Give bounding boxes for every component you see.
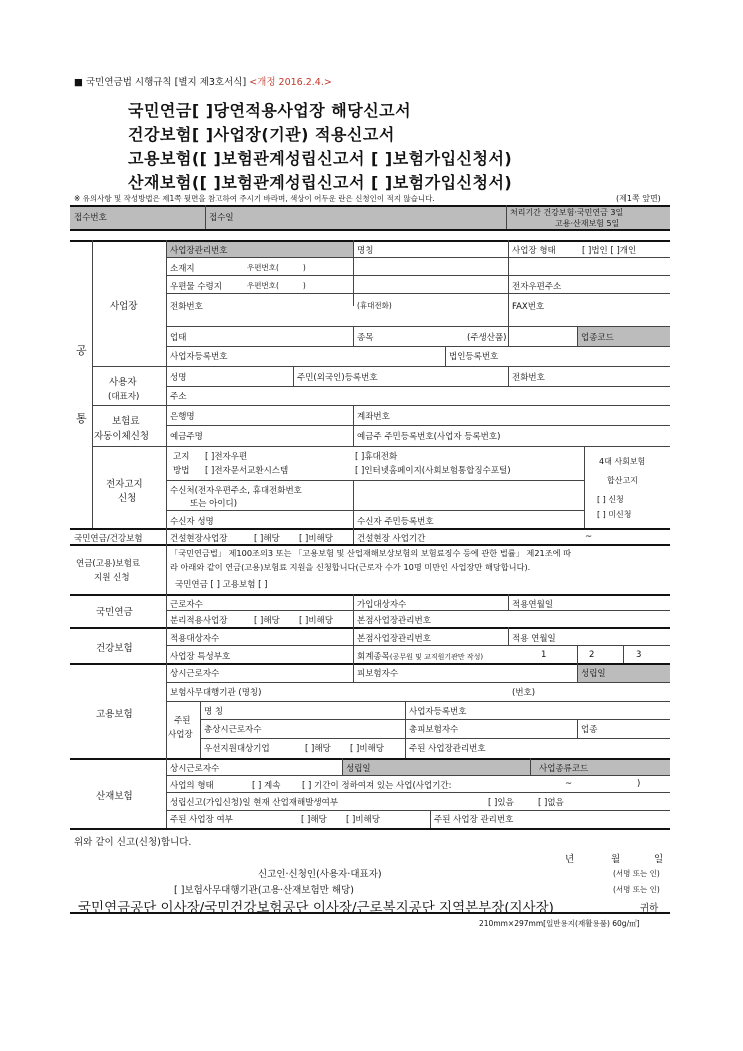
declarant-label: 신고인·신청인(사용자·대표자) [258,869,382,880]
enotice-recipient-name: 수신자 성명 [170,517,214,527]
revision-date: <개정 2016.2.4.> [249,77,332,88]
combined-not-apply-option[interactable]: [ ] 미신청 [597,510,632,519]
industry-code: 업종코드 [581,333,614,343]
receipt-number-label: 접수번호 [74,213,107,223]
employer-phone: 전화번호 [512,373,545,383]
industrial-fixed-option[interactable]: [ ] 기간이 정하여져 있는 사업(사업기간: [302,781,452,791]
construction-yes-option[interactable]: [ ]해당 [254,534,280,544]
employer-address: 주소 [170,392,187,402]
industrial-period-dash: ~ [565,779,573,789]
employment-priority-no[interactable]: [ ]비해당 [350,744,384,754]
health-label: 건강보험 [96,643,133,654]
industrial-continuous-option[interactable]: [ ] 계속 [252,781,281,791]
industrial-main-mgmt: 주된 사업장 관리번호 [434,815,514,825]
employer-resident-no: 주민(외국인)등록번호 [297,373,378,383]
subsidy-label-2: 지원 신청 [94,573,130,583]
title-employment: 고용보험([ ]보험관계성립신고서 [ ]보험가입신청서) [128,149,513,168]
date-year: 년 [565,854,575,865]
industrial-main-yes[interactable]: [ ]해당 [301,815,327,825]
form-reference: ■ 국민연금법 시행규칙 [별지 제3호서식] <개정 2016.2.4.> [74,77,332,88]
autopay-group-label: 보험료 [112,416,140,427]
employment-priority: 우선지원대상기업 [204,744,270,754]
industrial-main-no[interactable]: [ ]비해당 [346,815,380,825]
industrial-period-close: ) [637,779,641,789]
common-label-2: 통 [76,412,87,425]
health-main-no: 본점사업장관리번호 [357,634,431,644]
health-accounting-opt-2[interactable]: 2 [589,650,595,660]
autopay-holder: 예금주명 [170,432,203,442]
notice-text: ※ 유의사항 및 작성방법은 제1쪽 뒷면을 참고하여 주시기 바라며, 색상이 어두운 란은 신청인이 적지 않습니다. [74,194,435,203]
employment-main-mgmt: 주된 사업장관리번호 [409,744,486,754]
employment-total-insured: 총피보험자수 [409,725,459,735]
employer-name: 성명 [170,373,187,383]
employer-group-label: 사용자 [109,377,137,388]
autopay-group-sub: 자동이체신청 [94,431,150,442]
declaration-text: 위와 같이 신고(신청)합니다. [74,837,192,848]
mail-postal: 우편번호( ) [247,281,306,290]
main-product: (주생산품) [467,333,507,343]
enotice-email-option[interactable]: [ ]전자우편 [205,452,248,462]
enotice-method-label-2: 방법 [173,466,190,476]
industrial-form: 사업의 형태 [170,781,214,791]
processing-period-2: 고용·산재보험 5일 [555,219,620,228]
paper-spec: 210mm×297mm[일반용지(재활용품) 60g/㎡] [479,919,640,928]
workplace-group-label: 사업장 [110,301,138,312]
common-label-1: 공 [76,344,87,357]
four-insurance-label: 4대 사회보험 [599,457,646,466]
workplace-mobile: (휴대전화) [357,301,392,310]
industrial-accident-none[interactable]: [ ]없음 [538,798,564,808]
enotice-mobile-option[interactable]: [ ]휴대전화 [355,452,398,462]
health-special-code: 사업장 특성부호 [170,652,231,662]
workplace-name: 명칭 [357,246,374,256]
employment-label: 고용보험 [96,709,133,720]
subsidy-label-1: 연금(고용)보험료 [76,559,141,569]
combined-notice-label: 합산고지 [607,476,638,485]
health-targets: 적용대상자수 [170,634,220,644]
corp-reg-no: 법인등록번호 [449,352,499,362]
business-item: 종목 [357,333,374,343]
agency-declarant-option[interactable]: [ ]보험사무대행기관(고용·산재보험만 해당) [174,885,354,896]
pension-apply-date: 적용연월일 [512,600,554,610]
enotice-method-label-1: 고지 [173,452,190,462]
pension-label: 국민연금 [96,607,133,618]
industrial-label: 산재보험 [96,791,133,802]
enotice-group-label: 전자고지 [106,479,143,490]
workplace-address: 소재지 [170,264,195,274]
pension-subscribers: 가입대상자수 [357,600,407,610]
pension-workers: 근로자수 [170,600,203,610]
pension-branch-no[interactable]: [ ]비해당 [299,616,333,626]
receipt-date-label: 접수일 [209,213,234,223]
workplace-fax: FAX번호 [512,302,545,312]
workplace-type: 사업장 형태 [512,246,556,256]
workplace-postal: 우편번호( ) [247,263,306,272]
enotice-group-sub: 신청 [118,493,137,504]
industrial-biz-code: 사업종류코드 [539,764,589,774]
construction-no-option[interactable]: [ ]비해당 [299,534,333,544]
construction-tilde: ~ [585,532,593,542]
autopay-bank: 은행명 [170,412,195,422]
business-reg-no: 사업자등록번호 [170,352,228,362]
ind-estdate-shade [342,759,670,775]
industrial-accident: 성립신고(가입신청)일 현재 산업재해발생여부 [170,798,339,808]
autopay-holder-id: 예금주 주민등록번호(사업자 등록번호) [357,432,501,442]
health-accounting-opt-1[interactable]: 1 [541,650,547,660]
workplace-phone: 전화번호 [170,302,203,312]
title-pension: 국민연금[ ]당연적용사업장 해당신고서 [128,101,412,120]
pension-branch-yes[interactable]: [ ]해당 [254,616,280,626]
enotice-recipient-address: 수신처(전자우편주소, 휴대전화번호 [170,486,302,496]
main-site-label-1: 주된 [174,716,191,726]
date-day: 일 [654,854,664,865]
employment-agency: 보험사무대행기관 (명칭) [170,688,262,698]
health-accounting: 회계종목(공무원 및 교직원기관만 작성) [357,652,484,662]
main-site-label-2: 사업장 [168,730,193,740]
page-note: (제1쪽 앞면) [616,194,661,203]
health-apply-date: 적용 연월일 [512,634,556,644]
workplace-email: 전자우편주소 [512,282,562,292]
mail-address: 우편물 수령지 [170,282,222,292]
combined-apply-option[interactable]: [ ] 신청 [597,495,624,504]
processing-period: 처리기간 건강보험·국민연금 3일 [510,208,624,217]
subsidy-text-2: 라 아래와 같이 연금(고용)보험료 지원을 신청합니다(근로자 수가 10명 미만인 사업장만 해당합니다). [170,562,531,572]
honorific: 귀하 [640,903,659,914]
recipients: 국민연금공단 이사장/국민건강보험공단 이사장/근로복지공단 지역본부장(지사장) [78,900,554,916]
enotice-edoc-option[interactable]: [ ]전자문서교환시스템 [205,466,289,476]
industrial-accident-have[interactable]: [ ]있음 [488,798,514,808]
employment-industry: 업종 [581,725,598,735]
construction-site: 건설현장사업장 [170,534,228,544]
title-industrial: 산재보험([ ]보험관계성립신고서 [ ]보험가입신청서) [128,173,513,192]
employment-est-date: 성립일 [581,669,606,679]
autopay-account: 계좌번호 [357,412,390,422]
enotice-recipient-address-2: 또는 아이디) [190,499,238,509]
subsidy-text-1: 「국민연금법」 제100조의3 또는 「고용보험 및 산업재해보상보험의 보험료징수 등에 관한 법률」 제21조에 따 [170,548,572,558]
health-accounting-opt-3[interactable]: 3 [636,650,642,660]
employment-insured: 피보험자수 [357,669,399,679]
agency-signature[interactable]: (서명 또는 인) [613,885,660,894]
industrial-main-site: 주된 사업장 여부 [170,815,233,825]
employer-group-sub: (대표자) [108,392,140,402]
industrial-regular: 상시근로자수 [170,764,220,774]
workplace-type-options[interactable]: [ ]법인 [ ]개인 [582,246,637,256]
employment-regular: 상시근로자수 [170,669,220,679]
construction-label: 국민연금/건강보험 [74,534,143,544]
employment-total-regular: 총상시근로자수 [204,725,262,735]
enotice-recipient-id: 수신자 주민등록번호 [357,517,434,527]
employment-agency-no: (번호) [512,688,536,698]
industrial-est-date: 성립일 [346,764,371,774]
title-health: 건강보험[ ]사업장(기관) 적용신고서 [128,125,395,144]
employment-priority-yes[interactable]: [ ]해당 [305,744,331,754]
declarant-signature[interactable]: (서명 또는 인) [613,869,660,878]
business-type: 업태 [170,333,187,343]
date-month: 월 [611,854,621,865]
pension-main-no: 본점사업장관리번호 [357,616,431,626]
workplace-mgmt-no: 사업장관리번호 [170,246,228,256]
employment-main-name: 명 칭 [204,707,224,717]
employment-main-reg-no: 사업자등록번호 [409,707,467,717]
subsidy-options[interactable]: 국민연금 [ ] 고용보험 [ ] [175,580,268,590]
pension-branch: 분리적용사업장 [170,616,228,626]
construction-period: 건설현장 사업기간 [357,534,426,544]
enotice-portal-option[interactable]: [ ]인터넷홈페이지(사회보험통합징수포털) [355,466,511,476]
